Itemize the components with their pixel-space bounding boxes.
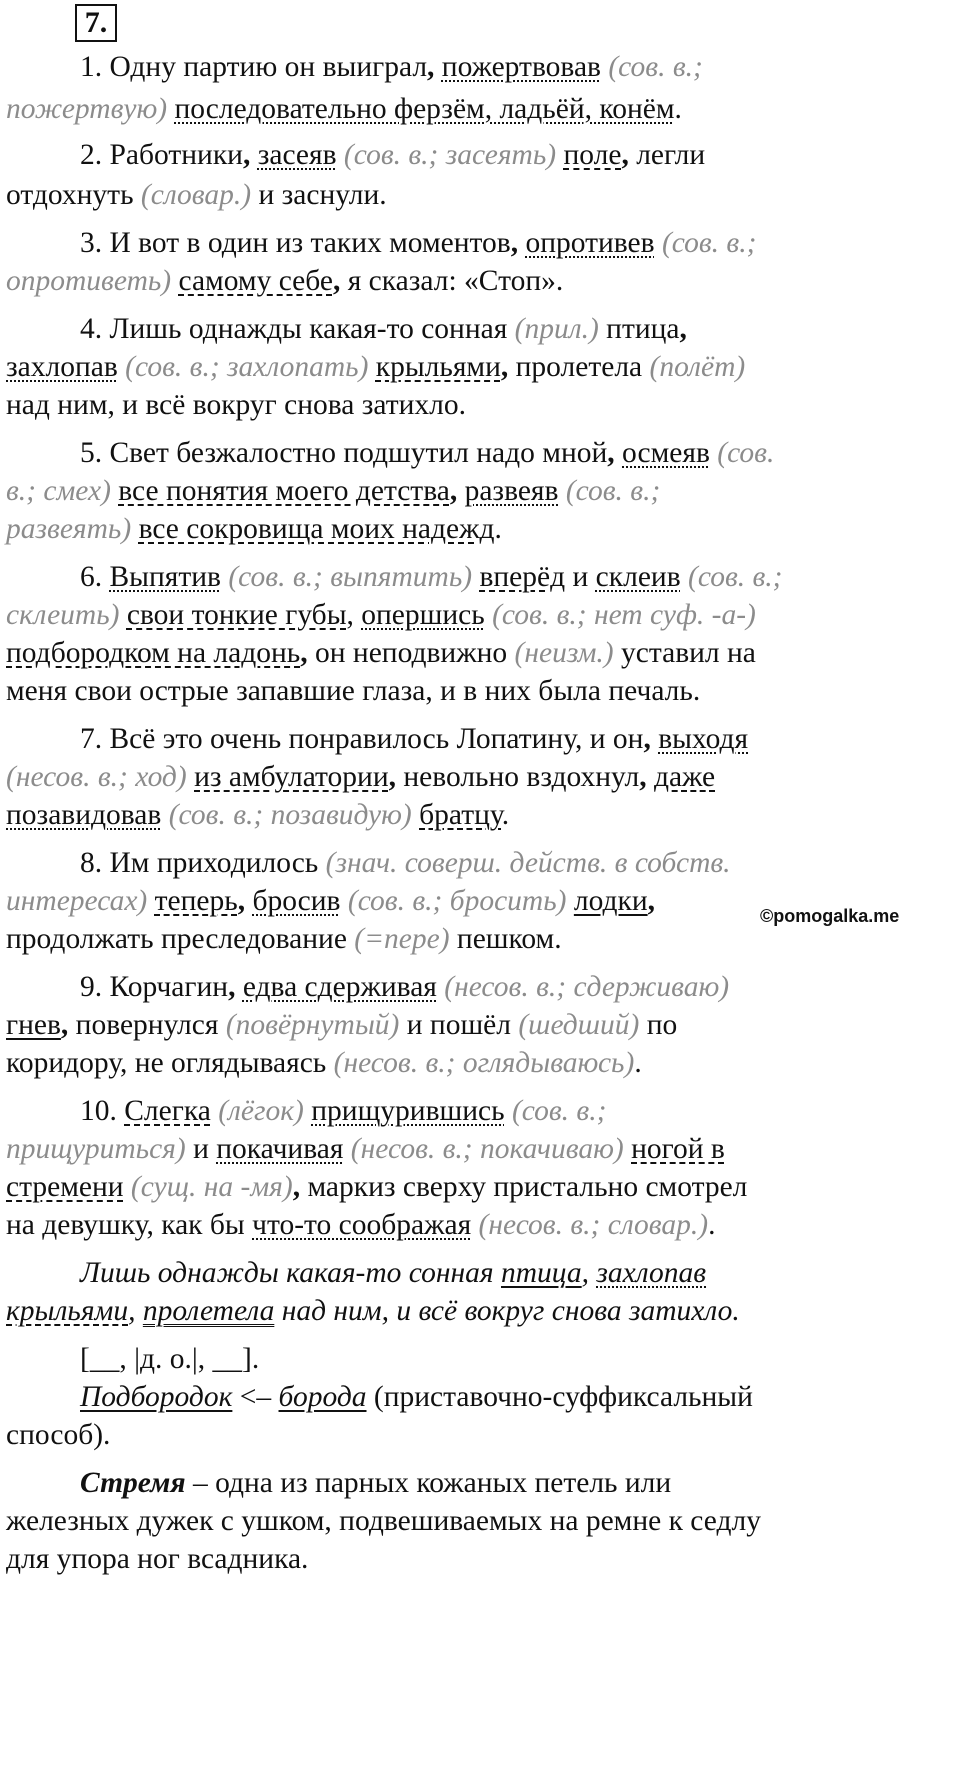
text-segment: захлопав xyxy=(6,351,118,383)
text-segment: . xyxy=(501,799,510,831)
text-segment: прищурившись xyxy=(311,1095,505,1127)
text-segment: и пошёл xyxy=(399,1009,511,1041)
text-segment: над ним, и всё вокруг снова затихло. xyxy=(274,1295,740,1327)
text-segment: продолжать преследование xyxy=(6,923,347,955)
text-segment: (лёгок) xyxy=(210,1095,304,1127)
text-segment: позавидовав xyxy=(6,799,162,831)
text-segment: пролетела xyxy=(515,351,643,383)
text-segment: выходя xyxy=(658,723,749,755)
text-segment: (шедший) xyxy=(510,1009,640,1041)
text-segment: 9. Корчагин xyxy=(80,971,229,1003)
text-line xyxy=(80,1094,956,1132)
text-line xyxy=(6,1418,956,1456)
text-segment: развеяв xyxy=(464,475,559,507)
text-segment: теперь xyxy=(154,885,238,917)
text-segment: он неподвижно xyxy=(315,637,508,669)
text-line xyxy=(6,1504,956,1542)
text-line xyxy=(80,226,956,264)
text-segment: захлопав xyxy=(596,1257,707,1289)
text-segment: 6. xyxy=(80,561,110,593)
text-segment: все сокровища моих надежд xyxy=(138,513,495,545)
text-segment: крыльями xyxy=(375,351,501,383)
text-segment: Выпятив xyxy=(109,561,221,593)
text-segment: для упора ног всадника. xyxy=(6,1543,309,1575)
text-segment: , xyxy=(639,761,654,793)
text-line xyxy=(6,350,956,388)
text-segment xyxy=(368,351,375,383)
text-line xyxy=(80,138,956,176)
text-segment: (сов. в.; xyxy=(680,561,783,593)
text-segment: 5. Свет безжалостно подшутил надо мной xyxy=(80,437,608,469)
text-segment: по xyxy=(639,1009,678,1041)
text-segment: . xyxy=(674,93,682,125)
text-segment: поле xyxy=(563,139,622,171)
text-segment: Слегка xyxy=(124,1095,211,1127)
text-segment: самому себе xyxy=(178,265,333,297)
text-segment: последовательно ферзём, ладьёй, конём xyxy=(174,93,675,125)
text-segment: (несов. в.; сдерживаю) xyxy=(436,971,730,1003)
exercise-number-box: 7. xyxy=(75,4,117,42)
text-segment: в.; смех) xyxy=(6,475,111,507)
text-segment xyxy=(131,513,138,545)
text-segment: (несов. в.; оглядываюсь) xyxy=(326,1047,635,1079)
text-segment: свои тонкие губы xyxy=(126,599,347,631)
text-segment: Стремя xyxy=(80,1467,186,1499)
text-segment: (сов. в.; засеять) xyxy=(336,139,557,171)
text-segment: (сов. в.; позавидую) xyxy=(161,799,412,831)
text-segment: 4. Лишь однажды какая-то сонная xyxy=(80,313,508,345)
text-line xyxy=(6,1208,956,1246)
text-segment: , xyxy=(228,971,243,1003)
text-line xyxy=(6,922,956,960)
text-line xyxy=(80,50,956,88)
text-segment: над ним, и всё вокруг снова затихло. xyxy=(6,389,467,421)
text-segment: пешком. xyxy=(449,923,562,955)
text-segment: развеять) xyxy=(6,513,132,545)
text-segment: пожертвую) xyxy=(6,93,168,125)
text-segment: (сов. в.; xyxy=(600,51,703,83)
text-segment: братцу xyxy=(419,799,502,831)
text-segment: и xyxy=(185,1133,217,1165)
text-segment: (прил.) xyxy=(507,313,599,345)
text-segment xyxy=(624,1133,631,1165)
text-segment: , xyxy=(427,51,442,83)
text-segment: 7. Всё это очень понравилось Лопатину, и он xyxy=(80,723,644,755)
text-segment: склеив xyxy=(595,561,681,593)
text-segment: опротивев xyxy=(525,227,655,259)
text-segment: , xyxy=(388,761,404,793)
text-segment: . xyxy=(634,1047,642,1079)
text-segment: (сов. в.; выпятить) xyxy=(220,561,473,593)
text-line xyxy=(6,1294,956,1332)
text-segment: повернулся xyxy=(75,1009,219,1041)
text-segment: железных дужек с ушком, подвешиваемых на ремне к седлу xyxy=(6,1505,761,1537)
text-segment: невольно вздохнул xyxy=(403,761,640,793)
text-line xyxy=(6,760,956,798)
text-segment: (=пере) xyxy=(346,923,450,955)
text-segment: (сущ. на -мя) xyxy=(123,1171,293,1203)
text-line xyxy=(80,846,956,884)
text-segment xyxy=(147,885,154,917)
watermark: ©pomogalka.me xyxy=(760,906,900,926)
text-segment xyxy=(171,265,178,297)
text-segment: , xyxy=(607,437,623,469)
text-segment: (неизм.) xyxy=(507,637,614,669)
text-segment: (сов. в.; xyxy=(654,227,757,259)
text-segment: вперёд xyxy=(479,561,566,593)
text-segment: бросив xyxy=(252,885,341,917)
text-segment: на девушку, как бы xyxy=(6,1209,253,1241)
text-segment: способ). xyxy=(6,1419,111,1451)
text-segment: , xyxy=(679,313,687,345)
text-segment: отдохнуть xyxy=(6,179,134,211)
text-line xyxy=(6,1170,956,1208)
text-segment: птица xyxy=(501,1257,582,1289)
text-segment: стремени xyxy=(6,1171,124,1203)
text-segment: , xyxy=(643,723,659,755)
text-segment: прищуриться) xyxy=(6,1133,186,1165)
text-segment: легли xyxy=(636,139,706,171)
text-segment: и xyxy=(565,561,596,593)
text-segment: (повёрнутый) xyxy=(218,1009,400,1041)
text-segment: все понятия моего детства xyxy=(118,475,450,507)
text-segment: пожертвовав xyxy=(441,51,601,83)
text-line xyxy=(80,312,956,350)
text-segment: , xyxy=(621,139,637,171)
text-line xyxy=(80,1342,956,1380)
text-segment: , xyxy=(581,1257,597,1289)
text-line xyxy=(80,722,956,760)
text-segment: – одна из парных кожаных петель или xyxy=(185,1467,672,1499)
text-segment: покачивая xyxy=(216,1133,344,1165)
text-segment: (несов. в.; покачиваю) xyxy=(343,1133,624,1165)
text-segment: уставил на xyxy=(613,637,756,669)
text-line xyxy=(6,1008,956,1046)
text-segment: подбородком на ладонь xyxy=(6,637,301,669)
text-segment: , xyxy=(237,885,253,917)
text-line xyxy=(80,436,956,474)
text-segment: . xyxy=(708,1209,716,1241)
text-segment xyxy=(187,761,194,793)
text-segment: крыльями xyxy=(6,1295,129,1327)
text-segment: 8. Им приходилось xyxy=(80,847,319,879)
text-segment: , xyxy=(510,227,526,259)
text-segment: я сказал: «Стоп». xyxy=(347,265,564,297)
text-segment: из амбулатории xyxy=(194,761,389,793)
text-line xyxy=(6,598,956,636)
text-segment: опершись xyxy=(361,599,485,631)
text-segment: Подбородок xyxy=(80,1381,233,1413)
text-segment xyxy=(566,885,573,917)
text-segment: 2. Работники xyxy=(80,139,243,171)
text-segment: Лишь однажды какая-то сонная xyxy=(80,1257,501,1289)
text-line xyxy=(6,264,956,302)
text-line xyxy=(6,1542,956,1580)
text-segment: (сов. в.; захлопать) xyxy=(117,351,369,383)
text-line xyxy=(6,798,956,836)
text-line xyxy=(6,674,956,712)
text-segment: меня свои острые запавшие глаза, и в них была печаль. xyxy=(6,675,701,707)
text-segment: , xyxy=(500,351,516,383)
text-segment: [__, |д. о.|, __]. xyxy=(80,1343,260,1375)
text-line xyxy=(6,178,956,216)
text-line xyxy=(6,636,956,674)
text-segment: (сов. в.; xyxy=(558,475,661,507)
text-segment: (приставочно-суффиксальный xyxy=(366,1381,753,1413)
text-segment: , xyxy=(346,599,362,631)
text-segment: , xyxy=(60,1009,76,1041)
text-line xyxy=(6,388,956,426)
text-segment: борода xyxy=(278,1381,367,1413)
text-segment: (несов. в.; словар.) xyxy=(471,1209,709,1241)
text-segment: (несов. в.; ход) xyxy=(6,761,187,793)
text-segment: и заснули. xyxy=(251,179,387,211)
text-line xyxy=(80,1256,956,1294)
text-segment: (сов. в.; бросить) xyxy=(340,885,567,917)
text-segment: (сов. xyxy=(709,437,775,469)
text-segment: маркиз сверху пристально смотрел xyxy=(307,1171,748,1203)
text-line xyxy=(80,560,956,598)
text-segment: едва сдерживая xyxy=(242,971,437,1003)
text-segment: засеяв xyxy=(257,139,337,171)
text-segment: что-то соображая xyxy=(252,1209,472,1241)
text-segment: лодки xyxy=(573,885,648,917)
text-segment: (словар.) xyxy=(133,179,252,211)
text-segment: осмеяв xyxy=(622,437,710,469)
text-segment: . xyxy=(494,513,502,545)
text-segment: склеить) xyxy=(6,599,120,631)
text-line xyxy=(6,474,956,512)
text-segment xyxy=(119,599,126,631)
text-segment: даже xyxy=(653,761,716,793)
text-segment: коридору, не оглядываясь xyxy=(6,1047,327,1079)
text-segment: , xyxy=(292,1171,308,1203)
text-line xyxy=(6,92,956,130)
text-segment: , xyxy=(300,637,316,669)
text-segment: пролетела xyxy=(142,1295,275,1327)
text-segment: ногой в xyxy=(631,1133,725,1165)
text-line xyxy=(6,1046,956,1084)
text-segment: гнев xyxy=(6,1009,61,1041)
text-segment: 10. xyxy=(80,1095,125,1127)
text-segment: , xyxy=(242,139,258,171)
text-line xyxy=(6,1132,956,1170)
text-segment: , xyxy=(332,265,348,297)
text-segment: <– xyxy=(232,1381,279,1413)
text-line xyxy=(80,1380,956,1418)
text-segment: (сов. в.; xyxy=(504,1095,607,1127)
text-segment: интересах) xyxy=(6,885,148,917)
text-segment: , xyxy=(647,885,655,917)
text-segment: птица xyxy=(598,313,680,345)
text-line xyxy=(80,970,956,1008)
text-segment: , xyxy=(449,475,465,507)
text-segment: опротиветь) xyxy=(6,265,172,297)
text-segment: (знач. соверш. действ. в собств. xyxy=(318,847,731,879)
text-segment: 1. Одну партию он выиграл xyxy=(80,51,428,83)
text-segment: (полёт) xyxy=(642,351,746,383)
text-segment: 3. И вот в один из таких моментов xyxy=(80,227,511,259)
text-line xyxy=(6,512,956,550)
text-line xyxy=(80,1466,956,1504)
text-segment: (сов. в.; нет суф. -а-) xyxy=(484,599,756,631)
text-segment: , xyxy=(128,1295,143,1327)
